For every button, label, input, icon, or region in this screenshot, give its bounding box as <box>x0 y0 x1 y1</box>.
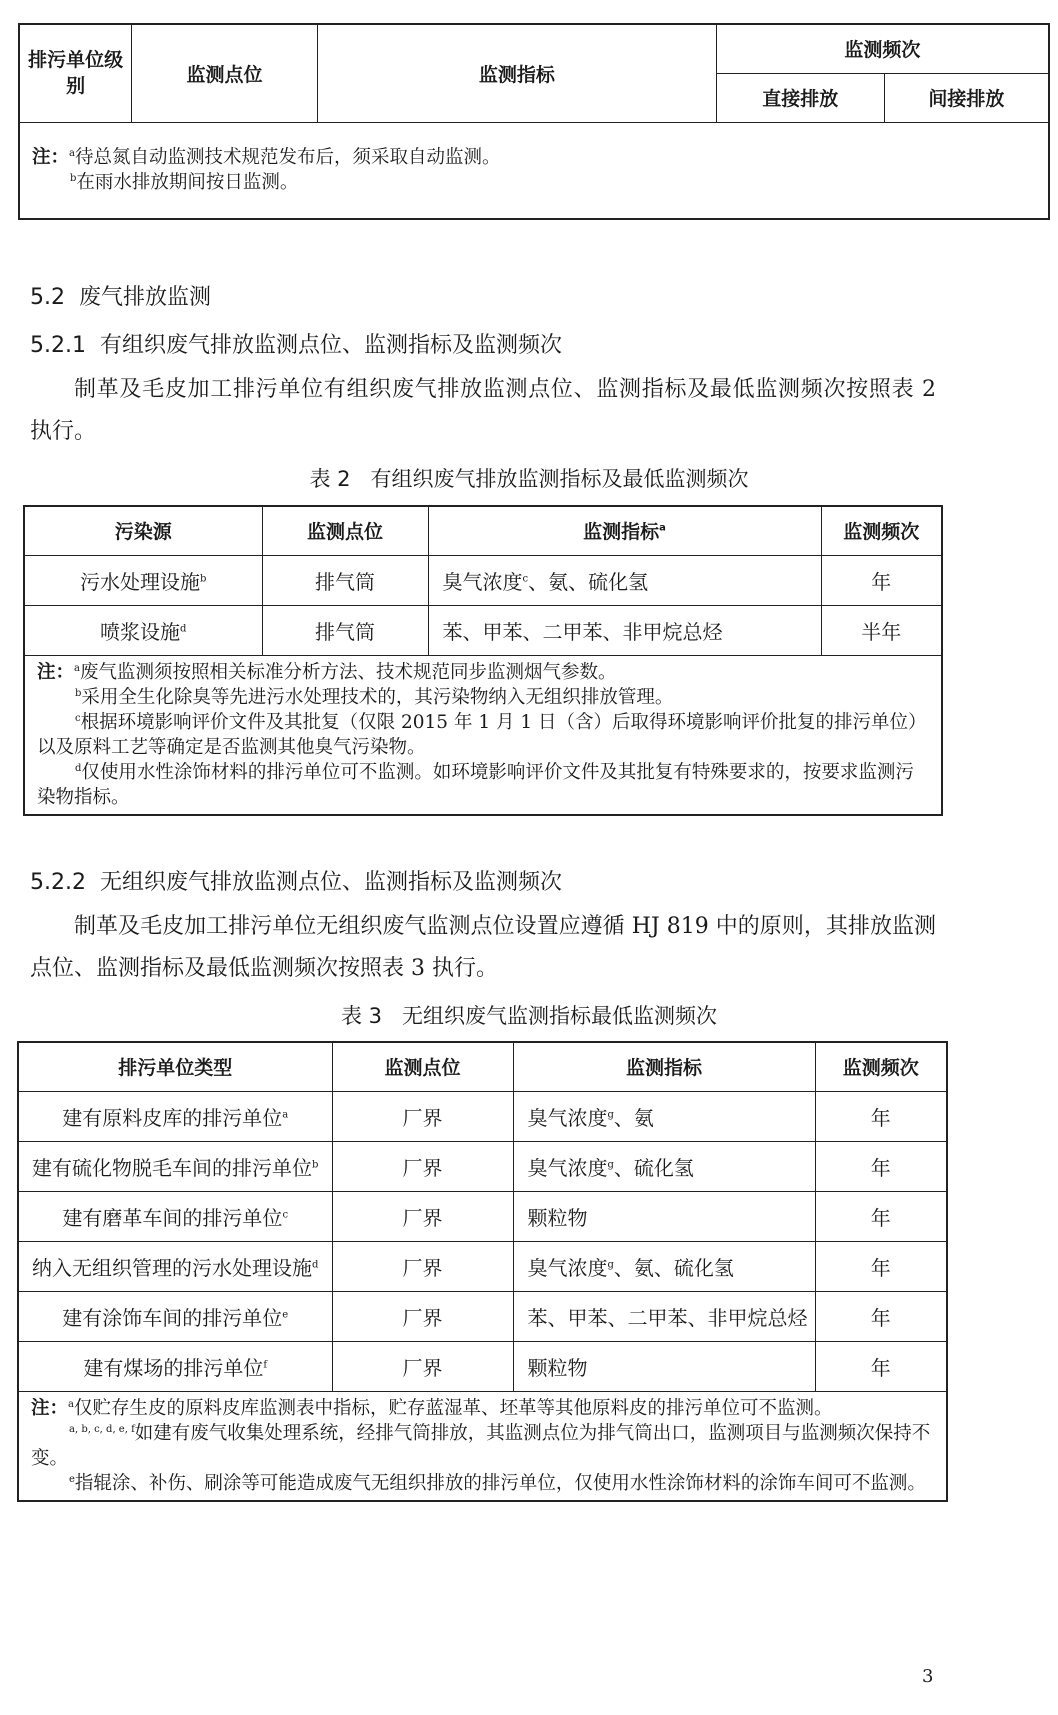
table2-cell-point: 排气筒 <box>262 605 428 655</box>
table3-cell-type: 建有磨革车间的排污单位$^c$ <box>18 1191 332 1241</box>
table1-note-b: $^b$在雨水排放期间按日监测。 <box>70 171 299 193</box>
table2-note-c: $^c$根据环境影响评价文件及其批复（仅限 2015 年 1 月 1 日（含）后取得环境影响评价批复的排污单位）以及原料工艺等确定是否监测其他臭气污染物。 <box>37 711 927 758</box>
table-row <box>18 1341 947 1391</box>
table2-header-frequency: 监测频次 <box>821 506 942 555</box>
page-number: 3 <box>922 1666 934 1687</box>
table3-cell-frequency: 年 <box>815 1241 947 1291</box>
table2-header-source: 污染源 <box>24 506 262 555</box>
paragraph-table3-intro: 制革及毛皮加工排污单位无组织废气监测点位设置应遵循 HJ 819 中的原则，其排放监测点位、监测指标及最低监测频次按照表 3 执行。 <box>30 914 936 981</box>
table3-cell-point: 厂界 <box>332 1341 513 1391</box>
table3-header-point: 监测点位 <box>332 1042 513 1091</box>
table3-cell-point: 厂界 <box>332 1191 513 1241</box>
table3-cell-frequency: 年 <box>815 1341 947 1391</box>
table2-header-point: 监测点位 <box>262 506 428 555</box>
table3-notes <box>18 1391 947 1501</box>
table3-cell-point: 厂界 <box>332 1141 513 1191</box>
table3 <box>17 1041 948 1502</box>
table1-notes <box>19 122 1049 219</box>
table2-cell-frequency: 半年 <box>821 605 942 655</box>
table2-notes <box>24 655 942 815</box>
table3-header-frequency: 监测频次 <box>815 1042 947 1091</box>
table2-cell-source: 喷浆设施$^d$ <box>24 605 262 655</box>
table3-cell-frequency: 年 <box>815 1291 947 1341</box>
table3-cell-indicator: 颗粒物 <box>513 1341 815 1391</box>
table-row <box>24 555 942 605</box>
table1-header-frequency: 监测频次 <box>716 24 1049 73</box>
table3-cell-type: 建有硫化物脱毛车间的排污单位$^b$ <box>18 1141 332 1191</box>
table3-cell-indicator: 臭气浓度$^g$、氨、硫化氢 <box>513 1241 815 1291</box>
table3-cell-frequency: 年 <box>815 1091 947 1141</box>
table2-header-indicator: 监测指标$^a$ <box>428 506 821 555</box>
section-5-2-1-heading: 5.2.1 有组织废气排放监测点位、监测指标及监测频次 <box>30 333 562 358</box>
table2-cell-indicator: 臭气浓度$^c$、氨、硫化氢 <box>428 555 821 605</box>
table2-cell-point: 排气筒 <box>262 555 428 605</box>
table3-note-a: 注：$^a$仅贮存生皮的原料皮库监测表中指标，贮存蓝湿革、坯革等其他原料皮的排污单位可不监测。 <box>31 1397 833 1419</box>
table3-cell-frequency: 年 <box>815 1141 947 1191</box>
table-row <box>18 1091 947 1141</box>
table3-header-type: 排污单位类型 <box>18 1042 332 1091</box>
table1-header-indirect: 间接排放 <box>884 73 1049 122</box>
table1-header-point: 监测点位 <box>132 24 318 122</box>
table1-header-direct: 直接排放 <box>716 73 884 122</box>
table1 <box>18 23 1050 220</box>
table2-note-a: 注：$^a$废气监测须按照相关标准分析方法、技术规范同步监测烟气参数。 <box>37 661 617 683</box>
table-row <box>18 1291 947 1341</box>
table3-cell-type: 建有涂饰车间的排污单位$^e$ <box>18 1291 332 1341</box>
table3-cell-indicator: 苯、甲苯、二甲苯、非甲烷总烃 <box>513 1291 815 1341</box>
table3-cell-point: 厂界 <box>332 1091 513 1141</box>
table3-cell-type: 纳入无组织管理的污水处理设施$^d$ <box>18 1241 332 1291</box>
table2-cell-frequency: 年 <box>821 555 942 605</box>
table3-cell-type: 建有原料皮库的排污单位$^a$ <box>18 1091 332 1141</box>
table1-note-a: 注：$^a$待总氮自动监测技术规范发布后，须采取自动监测。 <box>32 146 501 168</box>
table-row <box>24 605 942 655</box>
table3-cell-point: 厂界 <box>332 1291 513 1341</box>
table3-note-abcdef: $^{a, b, c, d, e, f}$如建有废气收集处理系统，经排气筒排放，其监测点位为排气筒出口，监测项目与监测频次保持不变。 <box>31 1422 931 1469</box>
table3-cell-indicator: 臭气浓度$^g$、硫化氢 <box>513 1141 815 1191</box>
table3-caption: 表 3 无组织废气监测指标最低监测频次 <box>340 1004 718 1028</box>
table3-cell-frequency: 年 <box>815 1191 947 1241</box>
table3-cell-indicator: 颗粒物 <box>513 1191 815 1241</box>
section-5-2-heading: 5.2 废气排放监测 <box>30 285 211 310</box>
table2-cell-source: 污水处理设施$^b$ <box>24 555 262 605</box>
table3-header-indicator: 监测指标 <box>513 1042 815 1091</box>
table2-note-b: $^b$采用全生化除臭等先进污水处理技术的，其污染物纳入无组织排放管理。 <box>75 686 674 708</box>
table2-cell-indicator: 苯、甲苯、二甲苯、非甲烷总烃 <box>428 605 821 655</box>
table-row <box>18 1141 947 1191</box>
section-5-2-2-heading: 5.2.2 无组织废气排放监测点位、监测指标及监测频次 <box>30 870 562 895</box>
table3-note-e: $^e$指辊涂、补伤、刷涂等可能造成废气无组织排放的排污单位，仅使用水性涂饰材料的涂饰车间可不监测。 <box>69 1472 926 1494</box>
paragraph-table2-intro: 制革及毛皮加工排污单位有组织废气排放监测点位、监测指标及最低监测频次按照表 2 执行。 <box>30 377 936 444</box>
table-row <box>18 1191 947 1241</box>
table3-cell-type: 建有煤场的排污单位$^f$ <box>18 1341 332 1391</box>
table2 <box>23 505 943 816</box>
table3-cell-indicator: 臭气浓度$^g$、氨 <box>513 1091 815 1141</box>
table1-header-level: 排污单位级别 <box>19 24 132 122</box>
table2-note-d: $^d$仅使用水性涂饰材料的排污单位可不监测。如环境影响评价文件及其批复有特殊要求的，按要求监测污染物指标。 <box>37 761 914 808</box>
table2-caption: 表 2 有组织废气排放监测指标及最低监测频次 <box>309 467 749 491</box>
table3-cell-point: 厂界 <box>332 1241 513 1291</box>
table-row <box>18 1241 947 1291</box>
table1-header-indicator: 监测指标 <box>317 24 716 122</box>
